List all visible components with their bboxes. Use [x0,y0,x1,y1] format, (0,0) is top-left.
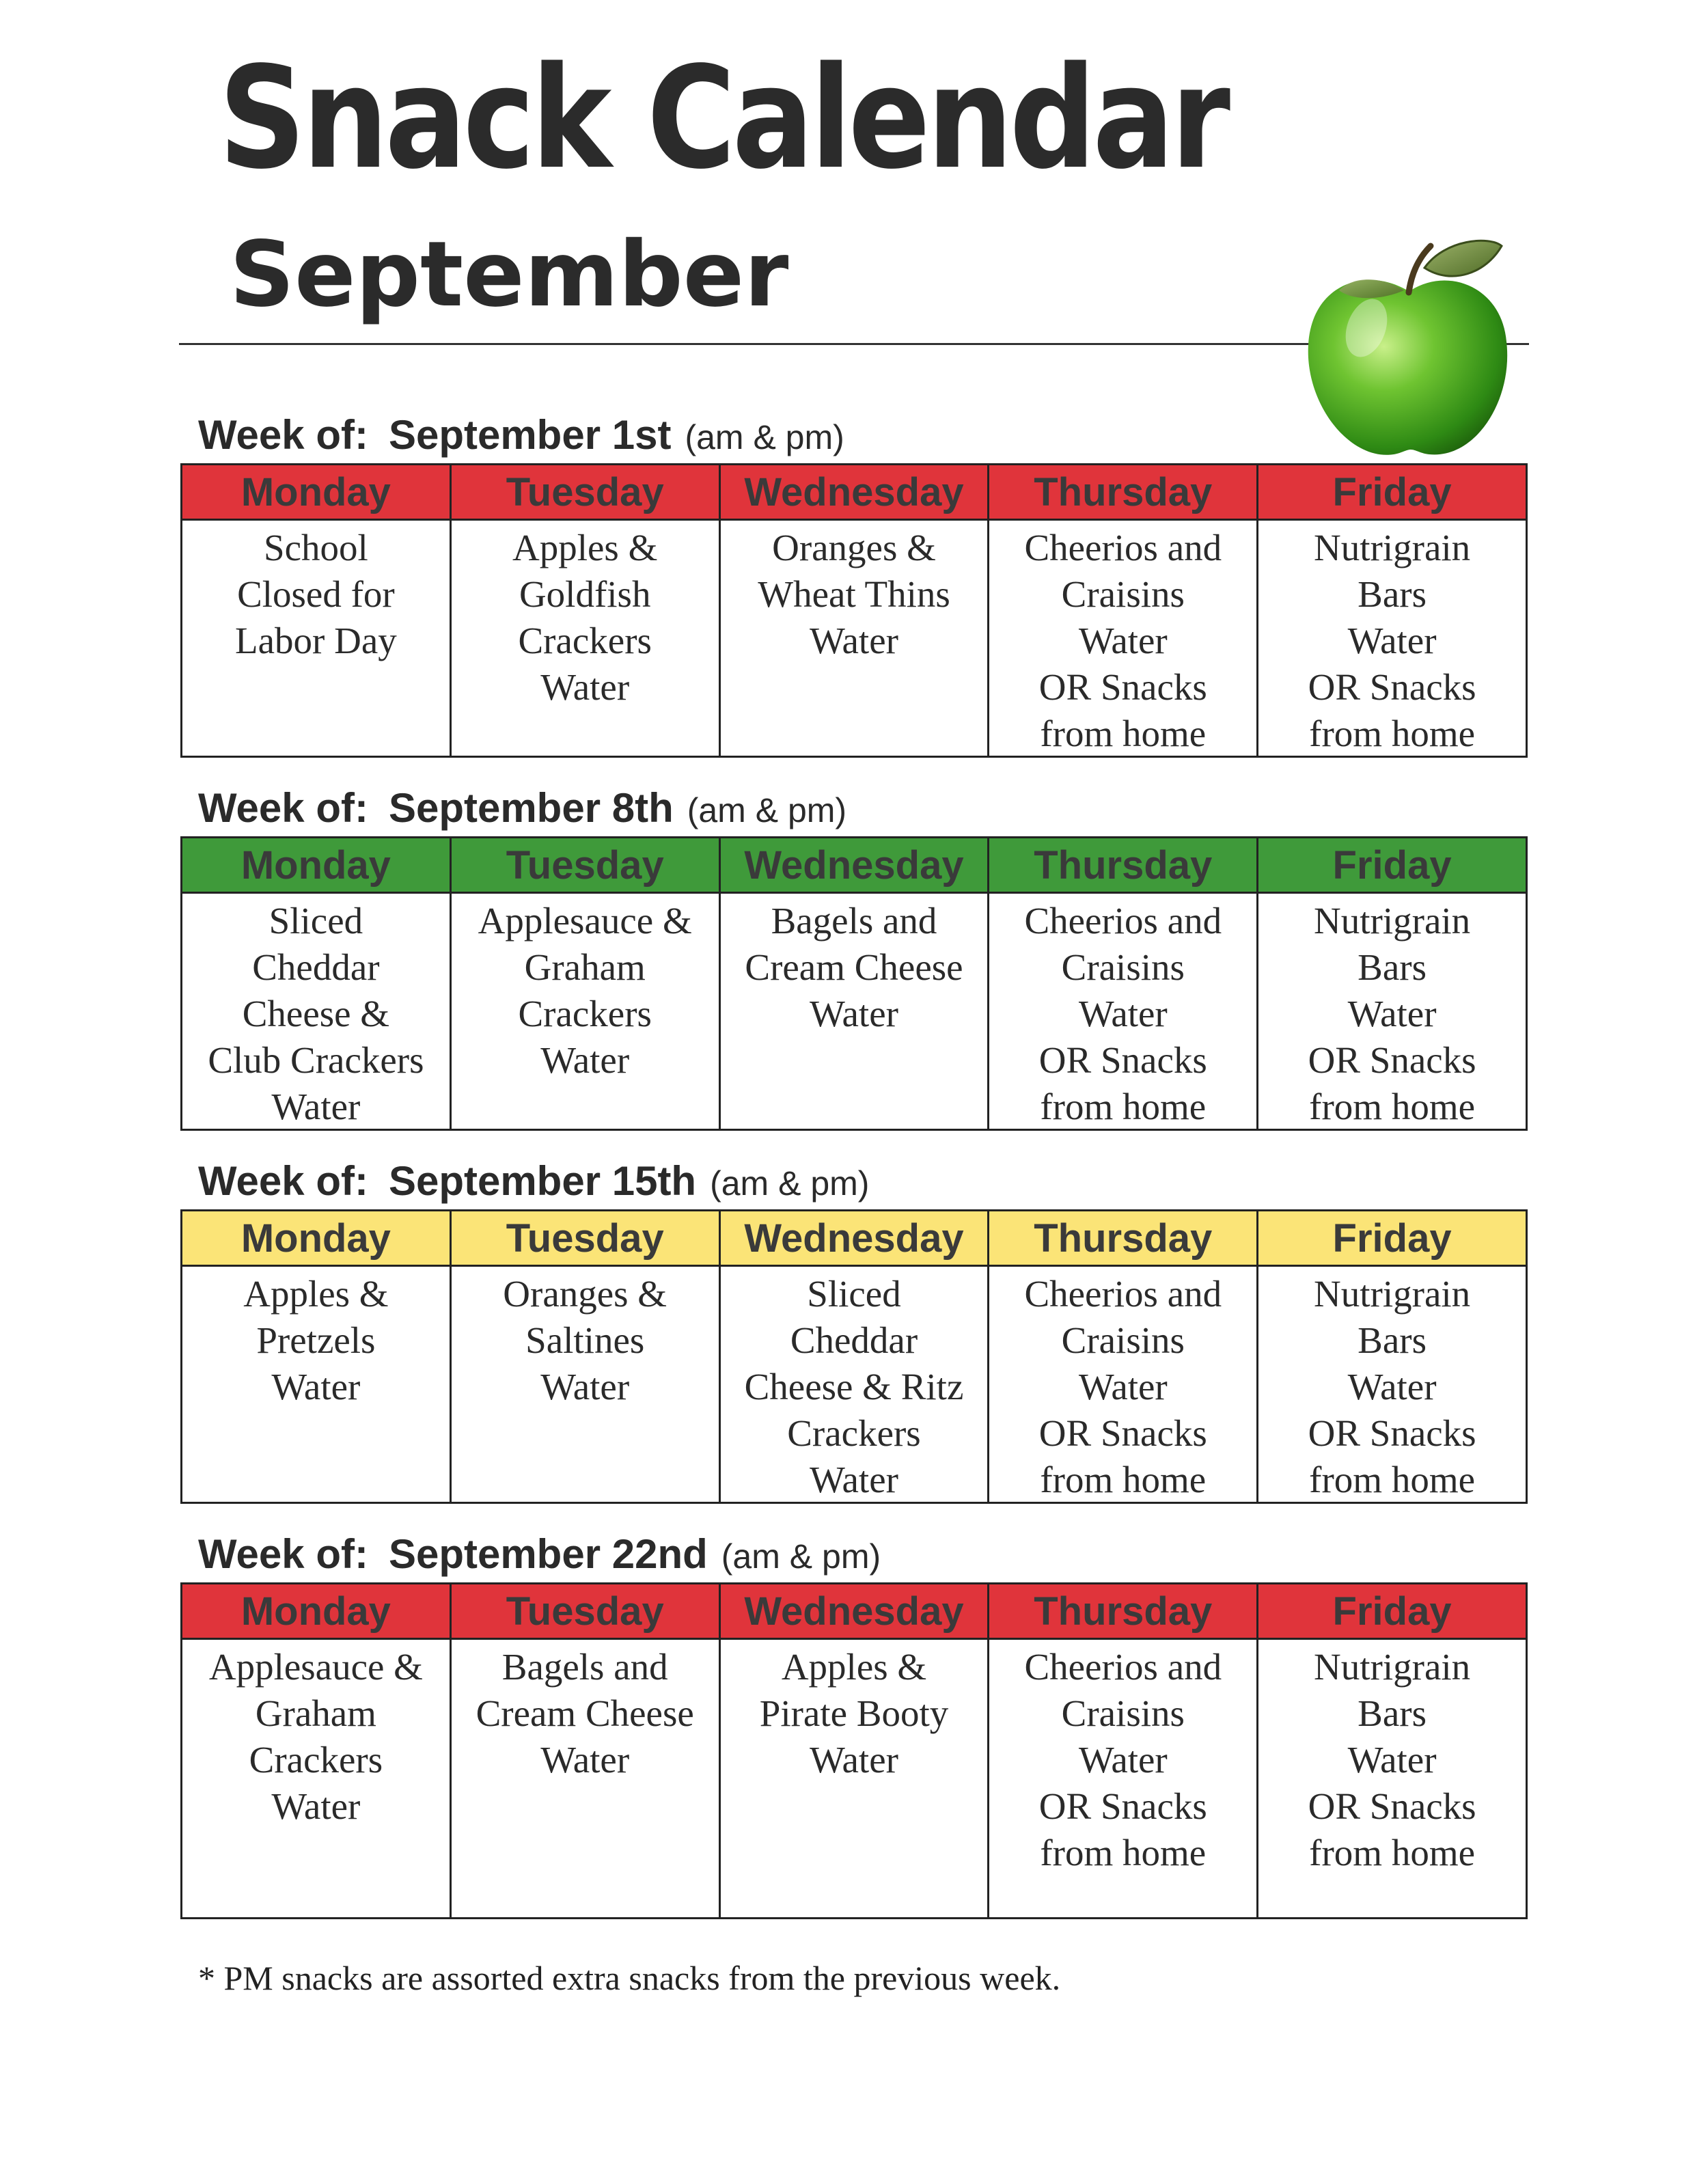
snack-cell [1258,1640,1526,1917]
week-table [180,836,1528,1131]
snack-cell [721,1640,990,1917]
day-header: Monday [182,465,452,519]
snack-line: from home [1309,1459,1476,1500]
week-table [180,1209,1528,1504]
snack-cell [182,894,452,1129]
snack-line: Cheerios and [1024,1273,1222,1315]
snack-line: Water [540,1739,630,1781]
snack-line: Oranges & [503,1273,667,1315]
snack-line: Bars [1358,1692,1427,1734]
snack-line: Water [271,1785,361,1827]
snack-line: OR Snacks [1308,1412,1476,1454]
snack-line: Water [540,1366,630,1407]
snack-line: OR Snacks [1308,1785,1476,1827]
day-header: Thursday [989,465,1258,519]
day-header-row [182,1584,1526,1640]
snack-line: Crackers [787,1412,921,1454]
snack-line: Bars [1358,1319,1427,1361]
snack-line: OR Snacks [1308,1039,1476,1081]
day-header-row [182,838,1526,894]
snack-line: from home [1040,1086,1207,1127]
day-header-row [182,1211,1526,1267]
snack-line: Cheese & Ritz [744,1366,964,1407]
snack-line: Bars [1358,573,1427,615]
day-header: Thursday [989,1584,1258,1638]
footnote: * PM snacks are assorted extra snacks from the previous week. [198,1959,1061,1997]
week-table [180,463,1528,758]
snack-line: Crackers [249,1739,383,1781]
day-header: Monday [182,1584,452,1638]
snack-line: Bagels and [501,1646,668,1688]
snack-cell [721,521,990,756]
snack-line: Water [810,993,898,1034]
snack-line: Pirate Booty [759,1692,949,1734]
week-heading [198,1157,869,1205]
snack-line: Cheddar [790,1319,918,1361]
snack-cell [989,1640,1258,1917]
snack-line: Water [1078,1739,1168,1781]
week-note: (am & pm) [685,418,844,456]
snack-line: OR Snacks [1038,1785,1207,1827]
snack-line: Saltines [525,1319,645,1361]
day-header: Friday [1332,469,1452,514]
snack-line: Water [540,1039,630,1081]
snack-line: School [264,527,368,568]
snack-cell [452,1640,721,1917]
snack-line: OR Snacks [1038,666,1207,708]
snack-cell [182,1640,452,1917]
day-header: Monday [182,838,452,892]
snack-line: Water [1347,1366,1437,1407]
day-header: Wednesday [721,838,990,892]
snack-line: Water [1078,1366,1168,1407]
snack-line: Goldfish [519,573,651,615]
green-apple-icon [1284,225,1530,471]
snack-line: Water [271,1086,361,1127]
snack-cell [989,521,1258,756]
snack-line: Cheerios and [1024,1646,1222,1688]
snack-line: Nutrigrain [1314,1646,1471,1688]
snack-line: from home [1309,713,1476,754]
snack-line: Closed for [237,573,395,615]
snack-line: Pretzels [256,1319,376,1361]
snack-line: from home [1309,1086,1476,1127]
snack-line: Labor Day [235,620,397,661]
snack-cell [452,521,721,756]
week-label: Week of: [198,1158,368,1204]
snack-line: from home [1309,1832,1476,1873]
snack-line: Applesauce & [478,900,692,942]
snack-line: from home [1040,1459,1207,1500]
snack-line: Apples & [243,1273,389,1315]
week-heading [198,784,846,832]
day-header: Tuesday [452,838,721,892]
snack-line: Bagels and [771,900,937,942]
snack-cell [452,1267,721,1502]
snack-line: Sliced [268,900,363,942]
snack-cell [182,521,452,756]
snack-line: Cream Cheese [476,1692,694,1734]
snack-cell [721,894,990,1129]
week-note: (am & pm) [687,791,847,829]
month-title: September [230,222,789,327]
snack-line: Water [1347,1739,1437,1781]
snack-line: Craisins [1061,946,1185,988]
snack-line: OR Snacks [1308,666,1476,708]
snack-line: Water [1078,620,1168,661]
snack-cell [182,1267,452,1502]
snack-line: Sliced [807,1273,901,1315]
snack-row [182,894,1526,1129]
snack-line: Cheerios and [1024,527,1222,568]
day-header: Tuesday [452,1211,721,1265]
snack-line: Nutrigrain [1314,1273,1471,1315]
week-date: September 22nd [388,1531,708,1577]
week-heading [198,411,844,458]
snack-cell [1258,521,1526,756]
page-title: Snack Calendar [219,36,1227,200]
snack-line: Cheese & [242,993,390,1034]
snack-row [182,1640,1526,1917]
week-note: (am & pm) [710,1164,870,1203]
snack-line: Water [1347,993,1437,1034]
snack-line: Crackers [518,620,652,661]
snack-line: Crackers [518,993,652,1034]
snack-line: Graham [524,946,646,988]
snack-line: Cheerios and [1024,900,1222,942]
snack-line: Water [810,1739,898,1781]
snack-line: Craisins [1061,1692,1185,1734]
snack-line: Bars [1358,946,1427,988]
snack-line: Cheddar [252,946,380,988]
snack-line: Nutrigrain [1314,900,1471,942]
day-header: Friday [1332,842,1452,888]
day-header: Wednesday [721,1584,990,1638]
snack-line: Water [810,1459,898,1500]
day-header: Monday [182,1211,452,1265]
snack-cell [721,1267,990,1502]
week-table [180,1582,1528,1919]
snack-line: Oranges & [772,527,936,568]
week-label: Week of: [198,1531,368,1577]
snack-line: Nutrigrain [1314,527,1471,568]
snack-line: Wheat Thins [758,573,950,615]
day-header: Tuesday [452,465,721,519]
day-header-row [182,465,1526,521]
snack-line: Graham [255,1692,376,1734]
snack-row [182,1267,1526,1502]
snack-line: Apples & [512,527,658,568]
snack-line: Apples & [781,1646,927,1688]
week-date: September 15th [388,1158,697,1204]
snack-line: OR Snacks [1038,1412,1207,1454]
snack-line: Water [810,620,898,661]
snack-cell [452,894,721,1129]
snack-cell [989,894,1258,1129]
snack-line: Applesauce & [208,1646,423,1688]
week-note: (am & pm) [721,1537,881,1576]
week-date: September 8th [388,785,674,831]
snack-line: Water [271,1366,361,1407]
week-label: Week of: [198,785,368,831]
day-header: Thursday [989,1211,1258,1265]
snack-line: Water [1078,993,1168,1034]
snack-line: Club Crackers [208,1039,424,1081]
day-header: Wednesday [721,1211,990,1265]
week-heading [198,1530,881,1578]
snack-line: from home [1040,1832,1207,1873]
day-header: Friday [1332,1589,1452,1634]
snack-line: Water [1347,620,1437,661]
snack-line: Water [540,666,630,708]
snack-row [182,521,1526,756]
snack-line: Craisins [1061,573,1185,615]
snack-line: Cream Cheese [745,946,963,988]
snack-line: from home [1040,713,1207,754]
day-header: Thursday [989,838,1258,892]
snack-line: Craisins [1061,1319,1185,1361]
snack-cell [989,1267,1258,1502]
day-header: Tuesday [452,1584,721,1638]
day-header: Wednesday [721,465,990,519]
snack-cell [1258,894,1526,1129]
week-date: September 1st [388,412,672,458]
day-header: Friday [1332,1215,1452,1261]
snack-line: OR Snacks [1038,1039,1207,1081]
week-label: Week of: [198,412,368,458]
snack-cell [1258,1267,1526,1502]
